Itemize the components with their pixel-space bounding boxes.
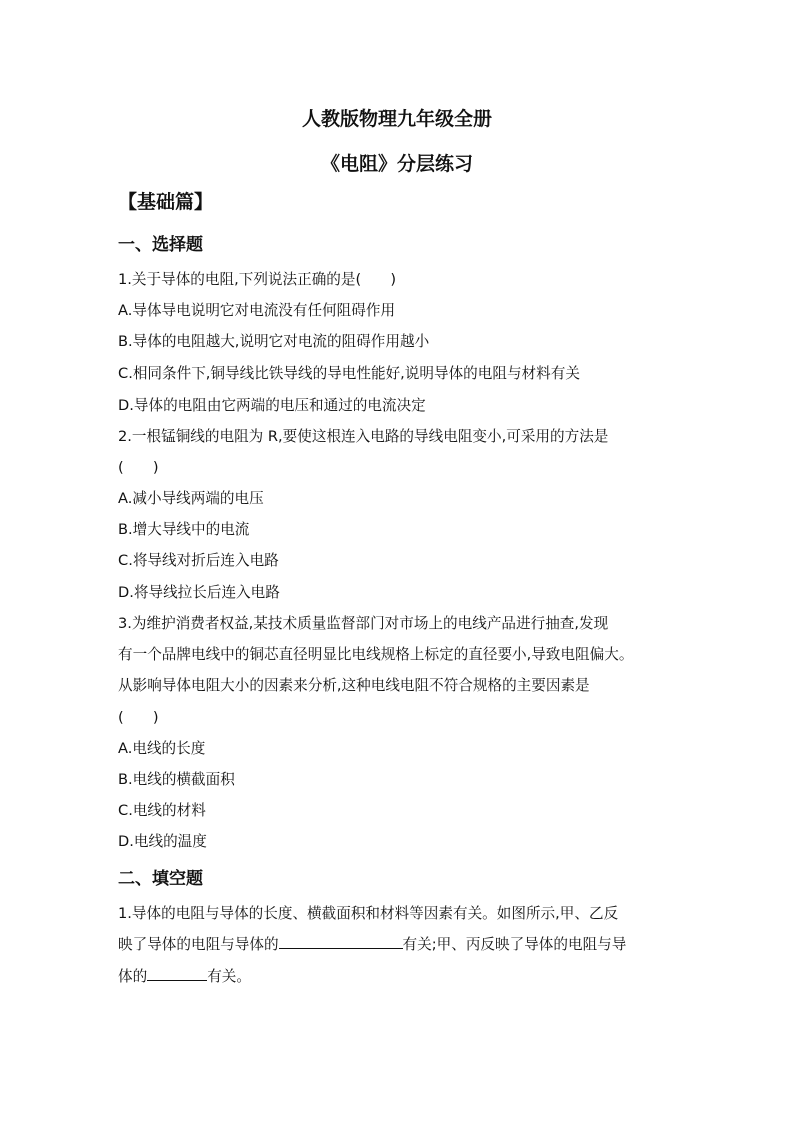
q1-option-d: D.导体的电阻由它两端的电压和通过的电流决定 — [118, 397, 426, 414]
q3-stem-line2: 有一个品牌电线中的铜芯直径明显比电线规格上标定的直径要小,导致电阻偏大。 — [118, 646, 634, 663]
q1-stem: 1.关于导体的电阻,下列说法正确的是( ) — [118, 271, 397, 288]
q3-stem-line4: ( ) — [118, 709, 159, 726]
fill1-line1: 1.导体的电阻与导体的长度、横截面积和材料等因素有关。如图所示,甲、乙反 — [118, 905, 619, 922]
answer-blank-2[interactable] — [147, 965, 207, 981]
q3-option-a: A.电线的长度 — [118, 740, 206, 757]
q3-stem-line3: 从影响导体电阻大小的因素来分析,这种电线电阻不符合规格的主要因素是 — [118, 677, 590, 694]
level-heading: 【基础篇】 — [118, 191, 214, 213]
choice-section-heading: 一、选择题 — [118, 235, 203, 255]
fill1-line3-pre: 体的 — [118, 968, 148, 985]
answer-blank-1[interactable] — [279, 933, 403, 949]
fill1-line2-post: 有关;甲、丙反映了导体的电阻与导 — [402, 936, 627, 953]
document-title: 人教版物理九年级全册 — [301, 108, 492, 130]
q1-option-a: A.导体导电说明它对电流没有任何阻碍作用 — [118, 302, 396, 319]
q2-option-d: D.将导线拉长后连入电路 — [118, 584, 280, 601]
fill1-line2-pre: 映了导体的电阻与导体的 — [118, 936, 279, 953]
q2-option-a: A.减小导线两端的电压 — [118, 490, 264, 507]
q3-option-c: C.电线的材料 — [118, 802, 206, 819]
fill1-line2 — [118, 933, 626, 954]
q3-stem-line1: 3.为维护消费者权益,某技术质量监督部门对市场上的电线产品进行抽查,发现 — [118, 615, 609, 632]
q1-option-c: C.相同条件下,铜导线比铁导线的导电性能好,说明导体的电阻与材料有关 — [118, 365, 580, 382]
q2-stem-line1: 2.一根锰铜线的电阻为 R,要使这根连入电路的导线电阻变小,可采用的方法是 — [118, 428, 609, 445]
q3-option-d: D.电线的温度 — [118, 833, 207, 850]
q2-stem-line2: ( ) — [118, 459, 159, 476]
q3-option-b: B.电线的横截面积 — [118, 771, 235, 788]
fill1-line3 — [118, 965, 251, 986]
fill-section-heading: 二、填空题 — [118, 869, 203, 889]
q2-option-c: C.将导线对折后连入电路 — [118, 552, 279, 569]
q2-option-b: B.增大导线中的电流 — [118, 521, 250, 538]
q1-option-b: B.导体的电阻越大,说明它对电流的阻碍作用越小 — [118, 333, 430, 350]
fill1-line3-post: 有关。 — [207, 968, 251, 985]
document-subtitle: 《电阻》分层练习 — [320, 153, 473, 175]
